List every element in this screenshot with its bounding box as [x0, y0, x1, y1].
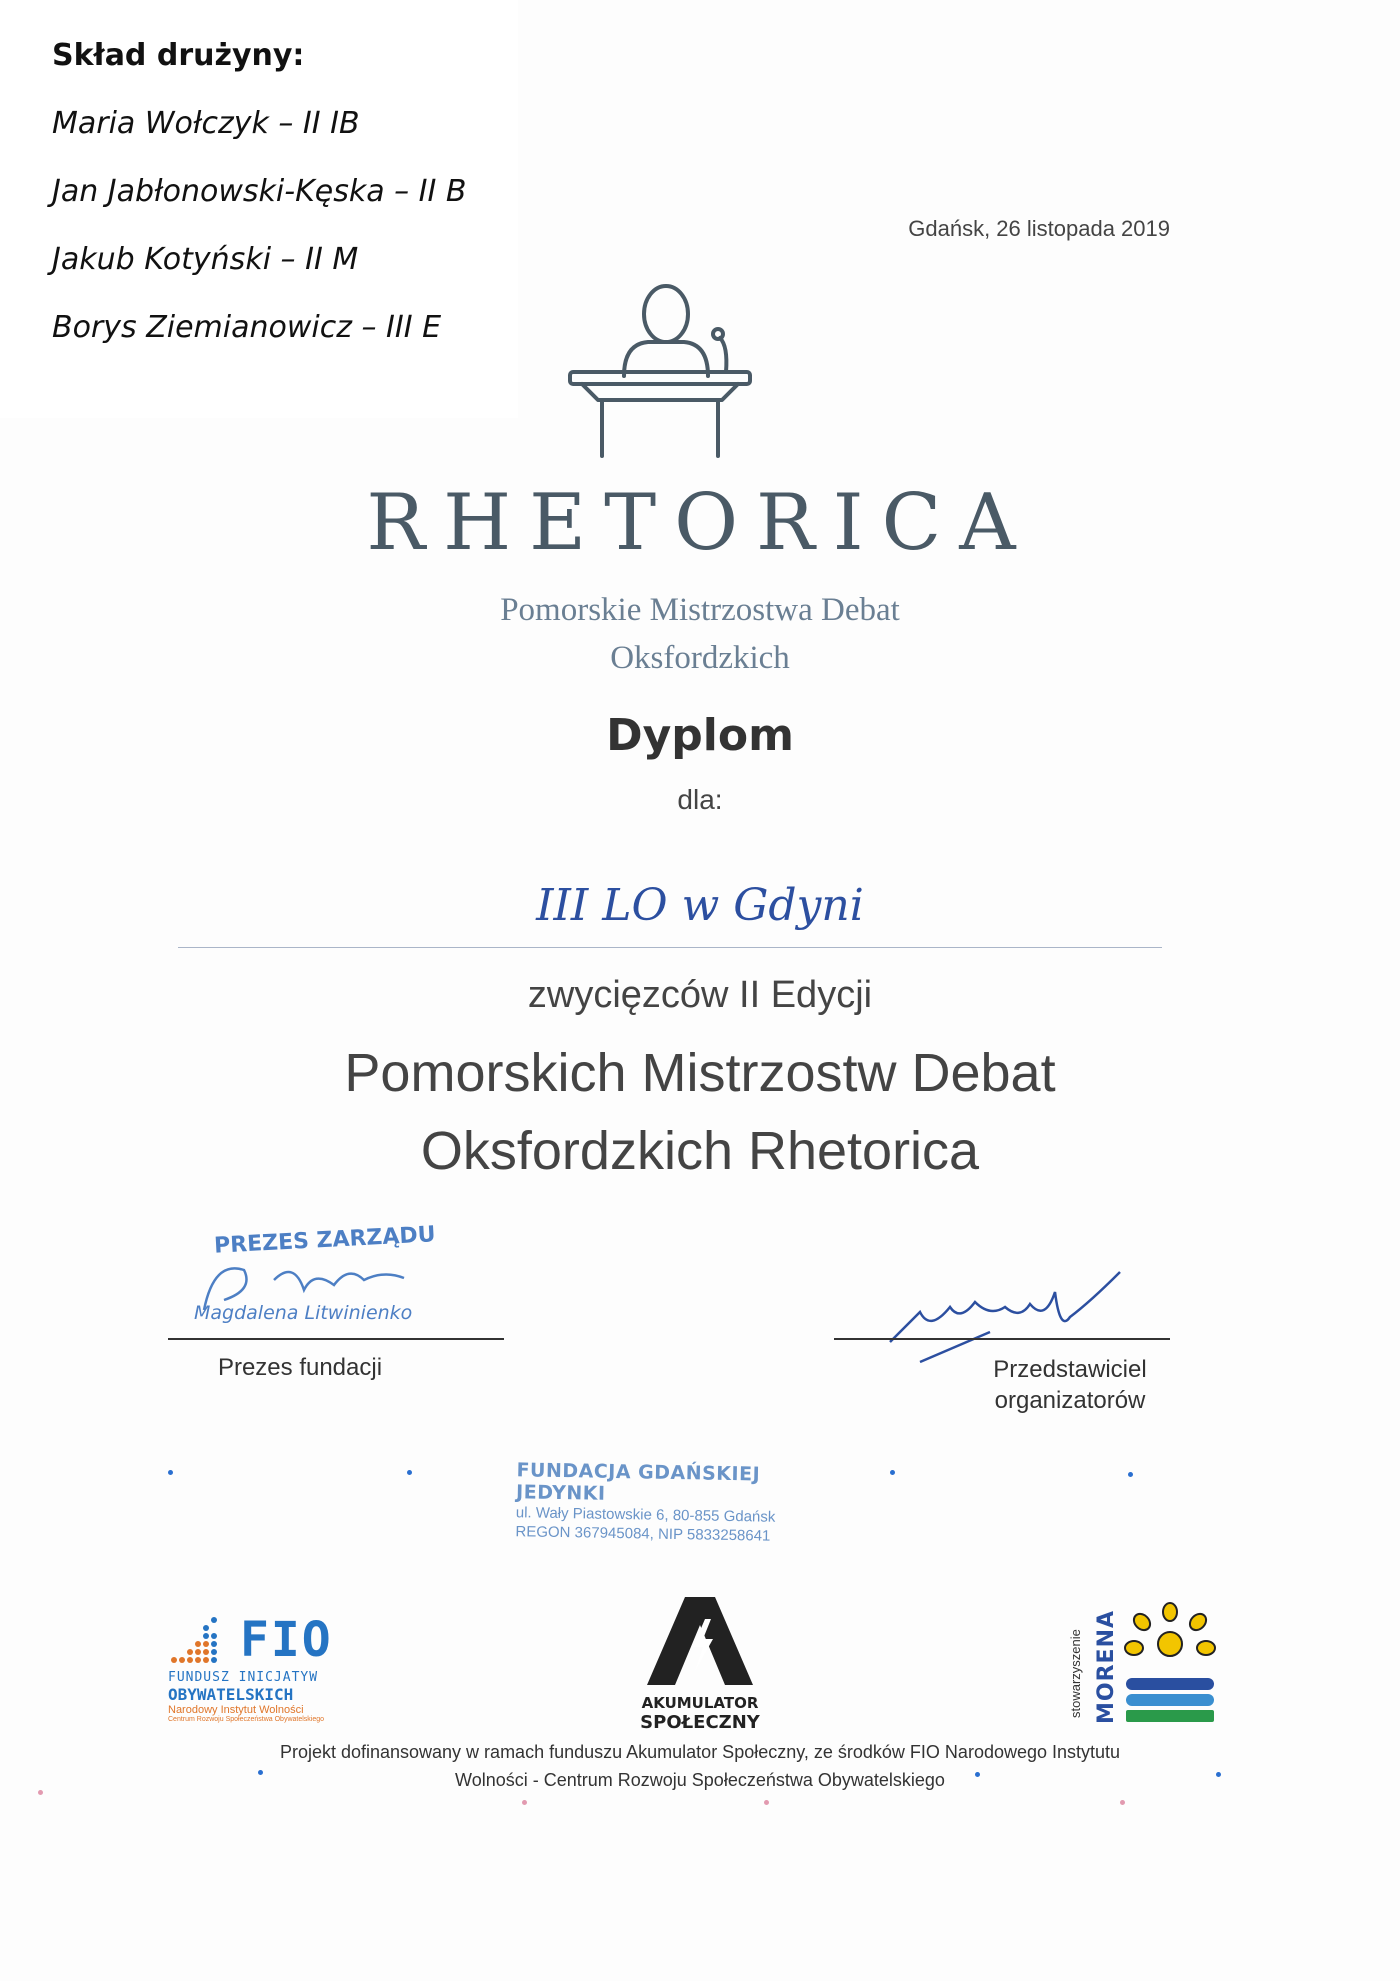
- diploma-title: Dyplom: [606, 710, 794, 761]
- signature-line-left: [168, 1338, 504, 1340]
- stamp-org-name: FUNDACJA GDAŃSKIEJ JEDYNKI: [515, 1459, 761, 1505]
- stamp-name: Magdalena Litwinienko: [194, 1302, 413, 1324]
- team-member: Jakub Kotyński – II M: [52, 242, 359, 277]
- sun-waves-icon: [1122, 1598, 1220, 1728]
- organization-stamp: [515, 1459, 836, 1547]
- stamp-org-address: ul. Wały Piastowskie 6, 80-855 Gdańsk: [515, 1504, 776, 1526]
- president-stamp-signature: [184, 1220, 484, 1336]
- brand-subtitle-line: Pomorskie Mistrzostwa Debat: [500, 592, 900, 628]
- event-name-line: Pomorskich Mistrzostw Debat: [344, 1043, 1056, 1103]
- team-member: Borys Ziemianowicz – III E: [52, 310, 442, 345]
- funding-note: [150, 1738, 1250, 1794]
- team-list: [52, 104, 467, 376]
- signature-caption-left: Prezes fundacji: [217, 1354, 383, 1381]
- morena-line: stowarzyszenie: [1068, 1629, 1083, 1718]
- decorative-dot: [168, 1470, 173, 1475]
- brand-subtitle-line: Oksfordzkich: [610, 640, 790, 676]
- stamp-title: PREZES ZARZĄDU: [213, 1222, 437, 1259]
- decorative-dot: [1128, 1472, 1133, 1477]
- fio-dots-icon: [168, 1610, 238, 1666]
- akumulator-line: SPOŁECZNY: [640, 1712, 760, 1733]
- signature-caption-line: Przedstawiciel: [993, 1356, 1147, 1383]
- akumulator-logo: [590, 1595, 810, 1733]
- morena-logo: [1070, 1598, 1220, 1730]
- event-name-line: Oksfordzkich Rhetorica: [420, 1121, 980, 1181]
- event-name: [200, 1034, 1200, 1190]
- signature-line-right: [834, 1338, 1170, 1340]
- recipient-handwritten: III LO w Gdyni: [536, 880, 864, 931]
- fio-logo-text: FIO: [240, 1612, 333, 1668]
- funding-note-line: Projekt dofinansowany w ramach funduszu Akumulator Społeczny, ze środków FIO Narodowego Instytutu: [279, 1742, 1121, 1762]
- funding-note-line: Wolności - Centrum Rozwoju Społeczeństwa Obywatelskiego: [455, 1770, 945, 1790]
- team-member: Maria Wołczyk – II IB: [52, 106, 360, 141]
- fio-logo: [168, 1610, 368, 1723]
- fio-line: FUNDUSZ INICJATYW: [168, 1670, 319, 1685]
- decorative-dot: [407, 1470, 412, 1475]
- decorative-dot: [38, 1790, 43, 1795]
- brand-name: RHETORICA: [366, 478, 1034, 568]
- decorative-dot: [522, 1800, 527, 1805]
- morena-line: MORENA: [1094, 1609, 1119, 1724]
- decorative-dot: [890, 1470, 895, 1475]
- lightning-a-icon: [645, 1595, 755, 1687]
- recipient-line: [178, 947, 1162, 948]
- winners-label: zwycięzców II Edycji: [527, 974, 873, 1016]
- decorative-dot: [1120, 1800, 1125, 1805]
- team-title: Skład drużyny:: [52, 38, 305, 73]
- akumulator-line: AKUMULATOR: [641, 1694, 759, 1712]
- decorative-dot: [764, 1800, 769, 1805]
- stamp-org-ids: REGON 367945084, NIP 5833258641: [515, 1523, 771, 1545]
- fio-line: Centrum Rozwoju Społeczeństwa Obywatelskiego: [168, 1716, 325, 1723]
- signature-caption-line: organizatorów: [994, 1387, 1146, 1414]
- for-label: dla:: [677, 784, 723, 815]
- signature-caption-right: [920, 1354, 1220, 1416]
- fio-line: OBYWATELSKICH: [168, 1685, 294, 1704]
- speaker-at-podium-icon: [560, 276, 760, 466]
- brand-subtitle: [350, 586, 1050, 682]
- issue-date: Gdańsk, 26 listopada 2019: [908, 216, 1170, 241]
- fio-line: Narodowy Instytut Wolności: [168, 1704, 304, 1716]
- team-member: Jan Jabłonowski-Kęska – II B: [52, 174, 467, 209]
